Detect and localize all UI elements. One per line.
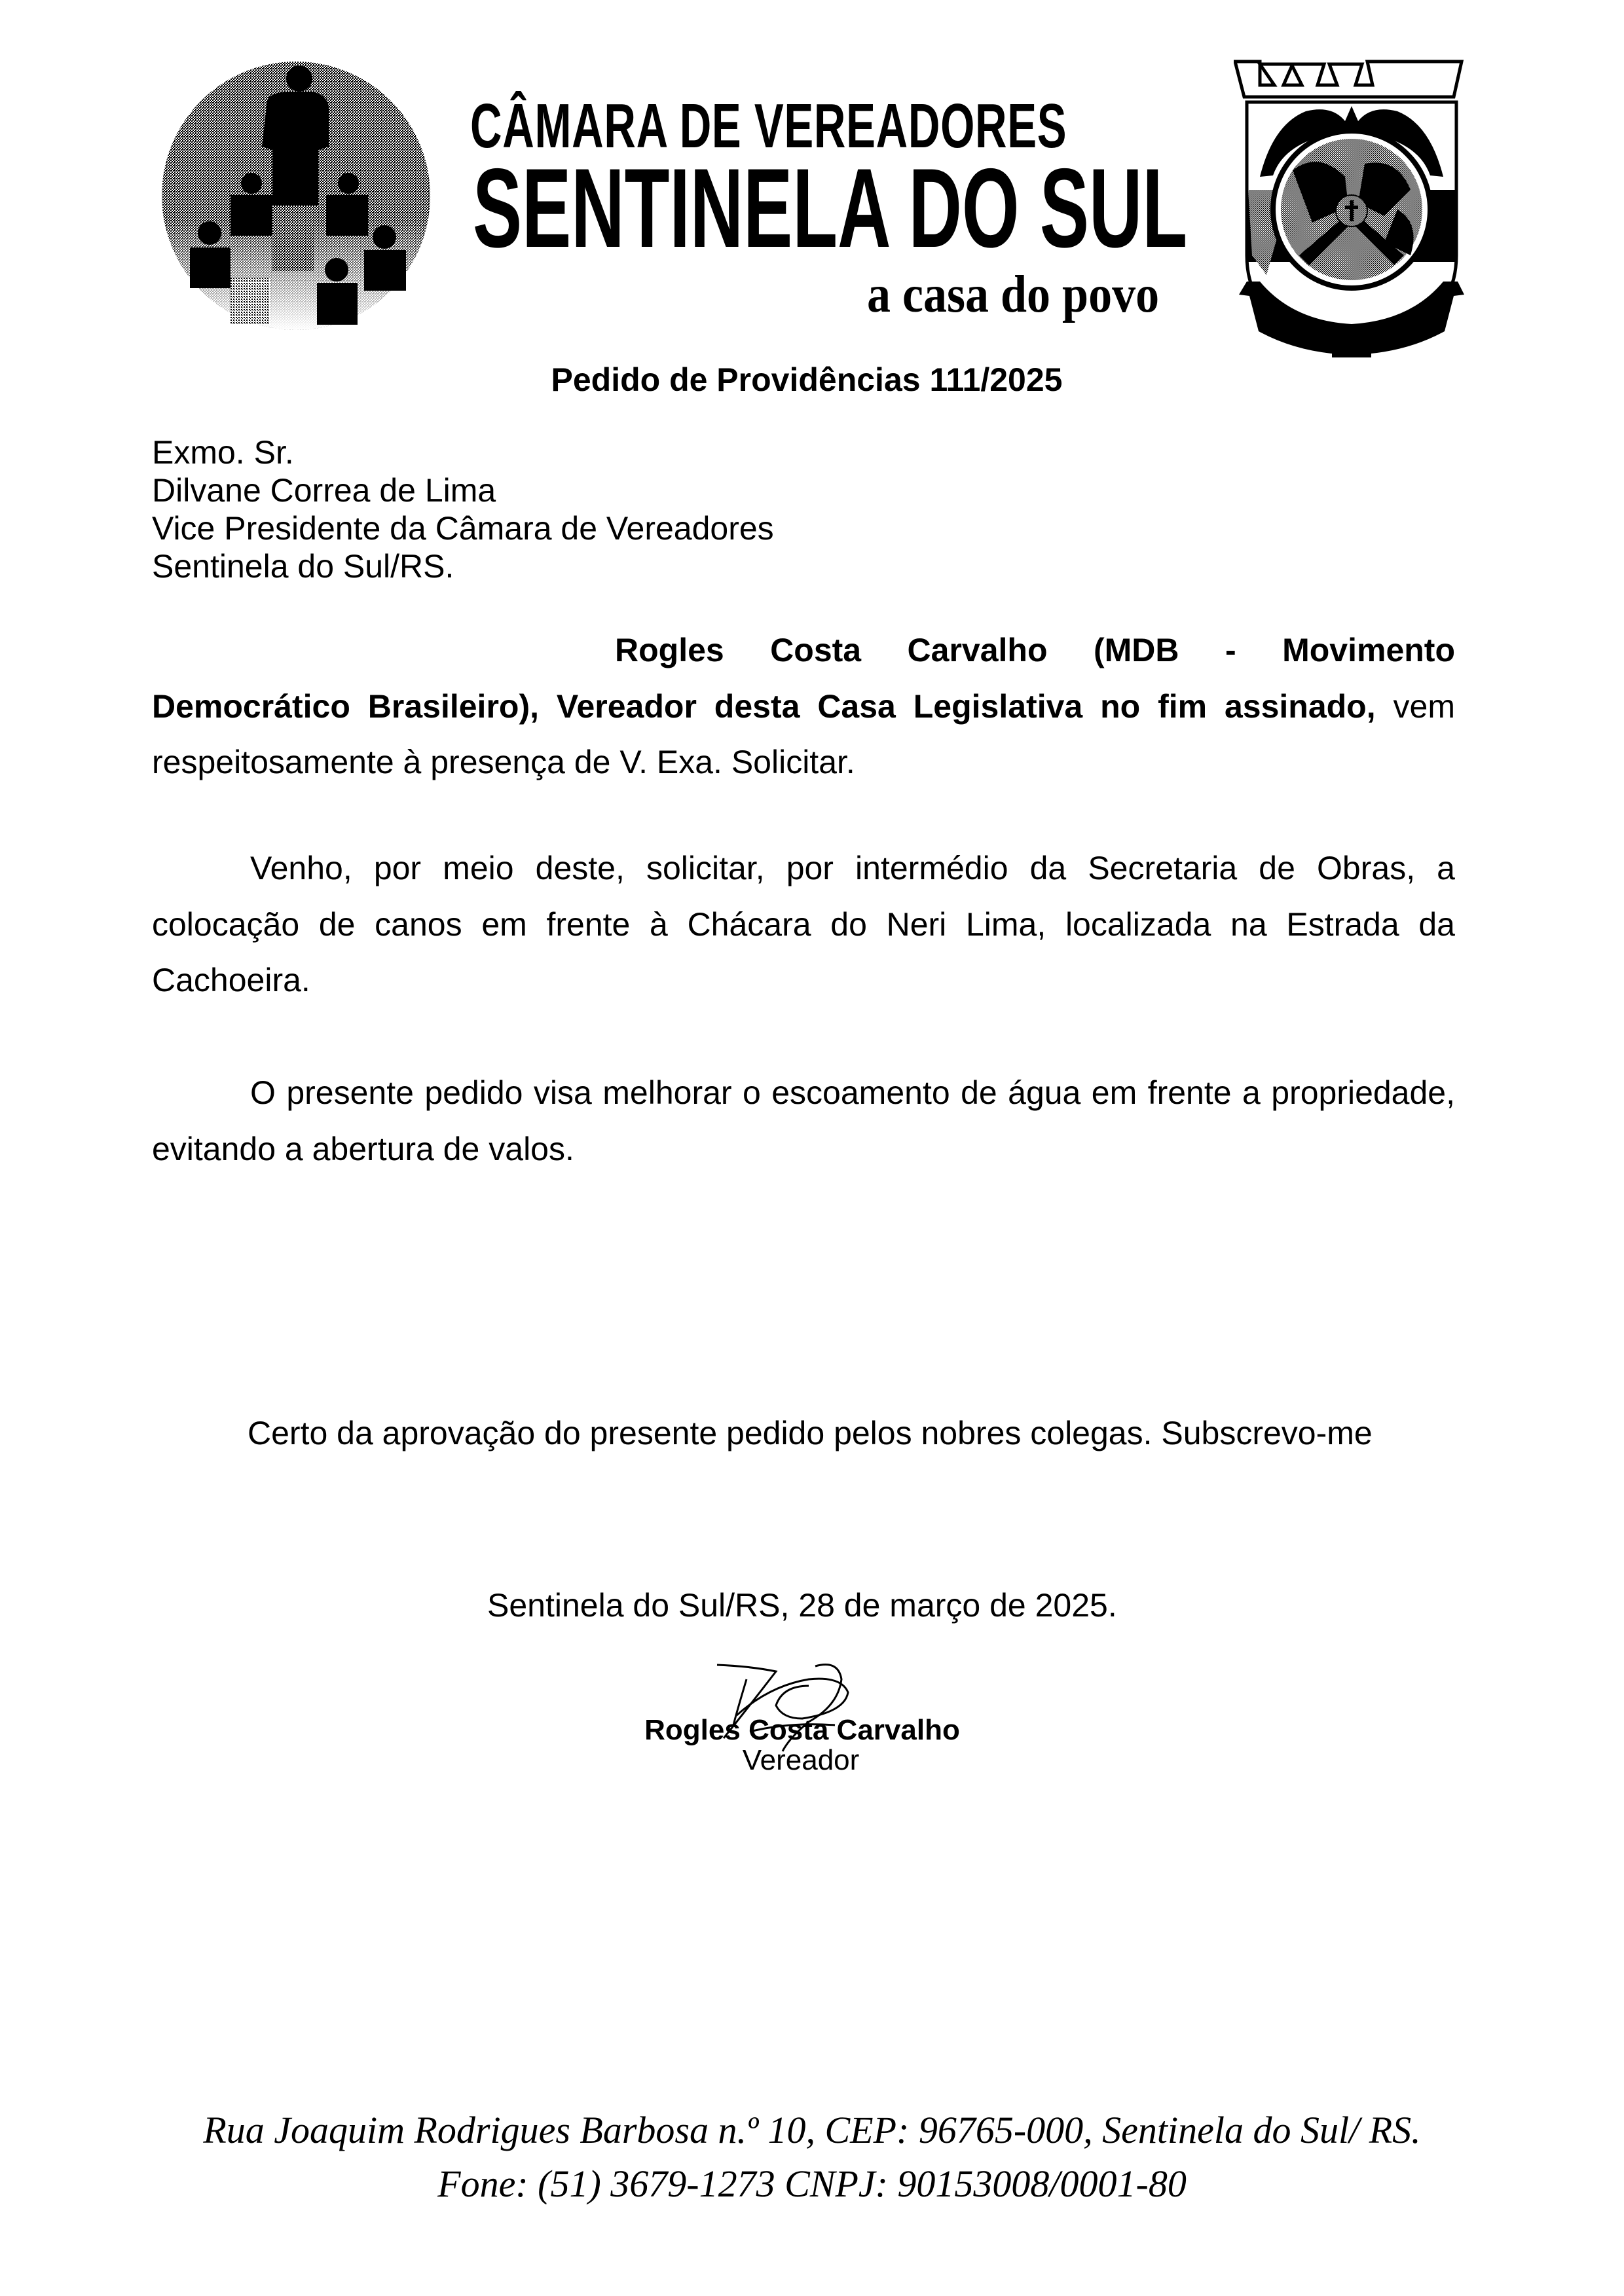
closing-line: Certo da aprovação do presente pedido pelos nobres colegas. Subscrevo-me	[248, 1415, 1373, 1451]
addressee-salutation: Exmo. Sr.	[152, 434, 294, 471]
footer-address: Rua Joaquim Rodrigues Barbosa n.º 10, CEP: 96765-000, Sentinela do Sul/ RS.	[203, 2109, 1421, 2151]
handwritten-signature	[710, 1660, 881, 1758]
addressee-name: Dilvane Correa de Lima	[152, 472, 496, 509]
header-city-name: SENTINELA DO SUL	[473, 145, 1188, 271]
signatory-name: Rogles Costa Carvalho	[644, 1714, 960, 1746]
addressee-location: Sentinela do Sul/RS.	[152, 548, 454, 585]
request-paragraph: Venho, por meio deste, solicitar, por intermédio da Secretaria de Obras, a colocação de canos em frente à Chácara do Neri Lima, localizada na Estrada da Cachoeira.	[152, 850, 1455, 998]
header-slogan: a casa do povo	[867, 266, 1160, 323]
intro-paragraph	[152, 623, 1455, 791]
intro-rest-text: vem respeitosamente à presença de V. Exa. Solicitar.	[152, 687, 1455, 780]
intro-bold-text: Rogles Costa Carvalho (MDB - Movimento Democrático Brasileiro), Vereador desta Casa Legislativa no fim assinado,	[152, 632, 1455, 725]
document-title	[0, 361, 1624, 398]
coat-of-arms-icon	[1234, 59, 1469, 357]
people-assembly-logo	[157, 55, 439, 330]
place-date: Sentinela do Sul/RS, 28 de março de 2025.	[487, 1587, 1117, 1624]
header-chamber-title: CÂMARA DE VEREADORES	[470, 91, 1067, 161]
addressee-title: Vice Presidente da Câmara de Vereadores	[152, 510, 774, 547]
signatory-role: Vereador	[742, 1744, 860, 1776]
footer-contact: Fone: (51) 3679-1273 CNPJ: 90153008/0001-80	[437, 2162, 1187, 2205]
document-title-text: Pedido de Providências 111/2025	[551, 361, 1063, 398]
justification-paragraph: O presente pedido visa melhorar o escoamento de água em frente a propriedade, evitando a abertura de valos.	[152, 1074, 1455, 1167]
